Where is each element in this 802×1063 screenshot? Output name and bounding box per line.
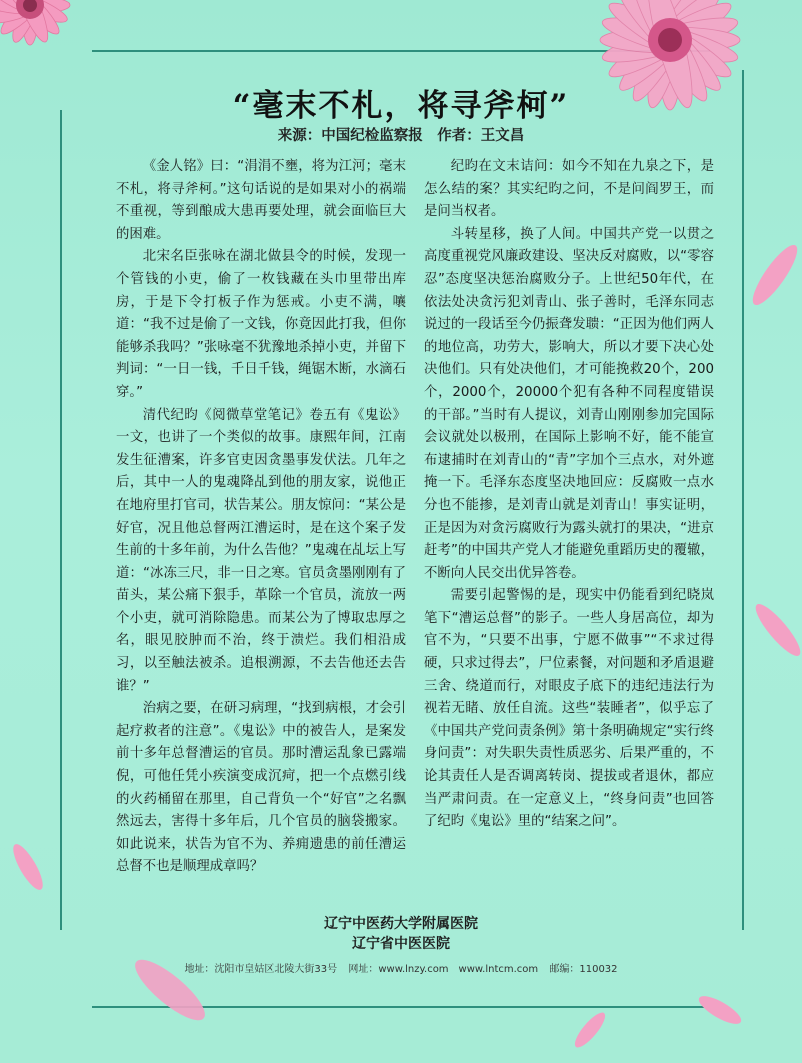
footer-postcode: 邮编：110032 — [549, 964, 618, 975]
petal-icon — [745, 235, 802, 315]
paragraph: 治病之要，在研习病理，“找到病根，才会引起疗救者的注意”。《鬼讼》中的被告人，是案发前十多年总督漕运的官员。那时漕运乱象已露端倪，可他任凭小疾演变成沉疴，把一个点燃引线的火药桶留在那里，自己背负一个“好官”之名飘然远去，害得十多年后，几个官员的脑袋搬家。如此说来，状告为官不为、养痈遗患的前任漕运总督不也是顺理成章吗？ — [116, 701, 406, 875]
hospital-name: 辽宁中医药大学附属医院 — [324, 916, 478, 932]
flower-icon — [0, 0, 95, 60]
article-source: 来源：中国纪检监察报 作者：王文昌 — [277, 127, 525, 144]
petal-icon — [0, 835, 60, 895]
footer-address: 地址：沈阳市皇姑区北陵大街33号 — [184, 964, 338, 975]
paragraph: 斗转星移，换了人间。中国共产党一以贯之高度重视党风廉政建设、坚决反对腐败，以“零容忍”态度坚决惩治腐败分子。上世纪50年代，在依法处决贪污犯刘青山、张子善时，毛泽东同志说过的一段话至今仍振聋发聩：“正因为他们两人的地位高，功劳大，影响大，所以才要下决心处决他们。只有处决他们，才可能挽救20个，200个，2000个，20000个犯有各种不同程度错误的干部。”当时有人提议，刘青山刚刚参加完国际会议就处以极刑，在国际上影响不好，能不能宣布逮捕时在刘青山的“青”字加个三点水，对外遮掩一下。毛泽东态度坚决地回应：反腐败一点水分也不能掺，是刘青山就是刘青山！事实证明，正是因为对贪污腐败行为露头就打的果决，“进京赶考”的中国共产党人才能避免重蹈历史的覆辙，不断向人民交出优异答卷。 — [424, 226, 714, 581]
paragraph: 纪昀在文末诘问：如今不知在九泉之下，是怎么结的案？其实纪昀之问，不是问阎罗王，而是问当权者。 — [424, 159, 714, 220]
petal-icon — [560, 1000, 620, 1060]
footer-website: 网址：www.lnzy.com www.lntcm.com — [348, 964, 539, 975]
paragraph: 需要引起警惕的是，现实中仍能看到纪晓岚笔下“漕运总督”的影子。一些人身居高位，却为官不为，“只要不出事，宁愿不做事”“不求过得硬，只求过得去”，尸位素餐，对问题和矛盾退避三舍、绕道而行，对眼皮子底下的违纪违法行为视若无睹、放任自流。这些“装睡者”，似乎忘了《中国共产党问责条例》第十条明确规定“实行终身问责”：对失职失责性质恶劣、后果严重的，不论其责任人是否调离转岗、提拔或者退休，都应当严肃问责。在一定意义上，“终身问责”也回答了纪昀《鬼讼》里的“结案之问”。 — [424, 588, 714, 830]
page-title: “毫末不札，将寻斧柯” — [232, 88, 570, 124]
footer-contact — [0, 960, 802, 975]
paragraph: 清代纪昀《阅微草堂笔记》卷五有《鬼讼》一文，也讲了一个类似的故事。康熙年间，江南发生征漕案，许多官吏因贪墨事发伏法。几年之后，其中一人的鬼魂降乩到他的朋友家，说他正在地府里打官司，状告某公。朋友惊问：“某公是好官，况且他总督两江漕运时，是在这个案子发生前的十多年前，为什么告他？”鬼魂在乩坛上写道：“冰冻三尺，非一日之寒。官员贪墨刚刚有了苗头，某公痛下狠手，革除一个官员，流放一两个小吏，就可消除隐患。而某公为了博取忠厚之名，眼见胶肿而不治，终于溃烂。我们相沿成习，以至触法被杀。追根溯源，不去告他还去告谁？” — [116, 407, 406, 694]
frame-left-line — [60, 110, 62, 930]
petal-icon — [690, 980, 750, 1040]
paragraph: 北宋名臣张咏在湖北做县令的时候，发现一个管钱的小吏，偷了一枚钱藏在头巾里带出库房，于是下令打板子作为惩戒。小吏不满，嚷道：“我不过是偷了一文钱，你竟因此打我，但你能够杀我吗？”张咏毫不犹豫地杀掉小吏，并留下判词：“一日一钱，千日千钱，绳锯木断，水滴石穿。” — [116, 249, 406, 400]
paragraph: 《金人铭》曰：“涓涓不壅，将为江河；毫末不札，将寻斧柯。”这句话说的是如果对小的祸端不重视，等到酿成大患再要处理，就会面临巨大的困难。 — [116, 159, 406, 242]
article-column-right — [424, 156, 714, 834]
article-column-left — [116, 156, 406, 879]
petal-icon — [748, 590, 802, 670]
frame-right-line — [742, 70, 744, 930]
hospital-name-secondary: 辽宁省中医医院 — [352, 936, 450, 952]
